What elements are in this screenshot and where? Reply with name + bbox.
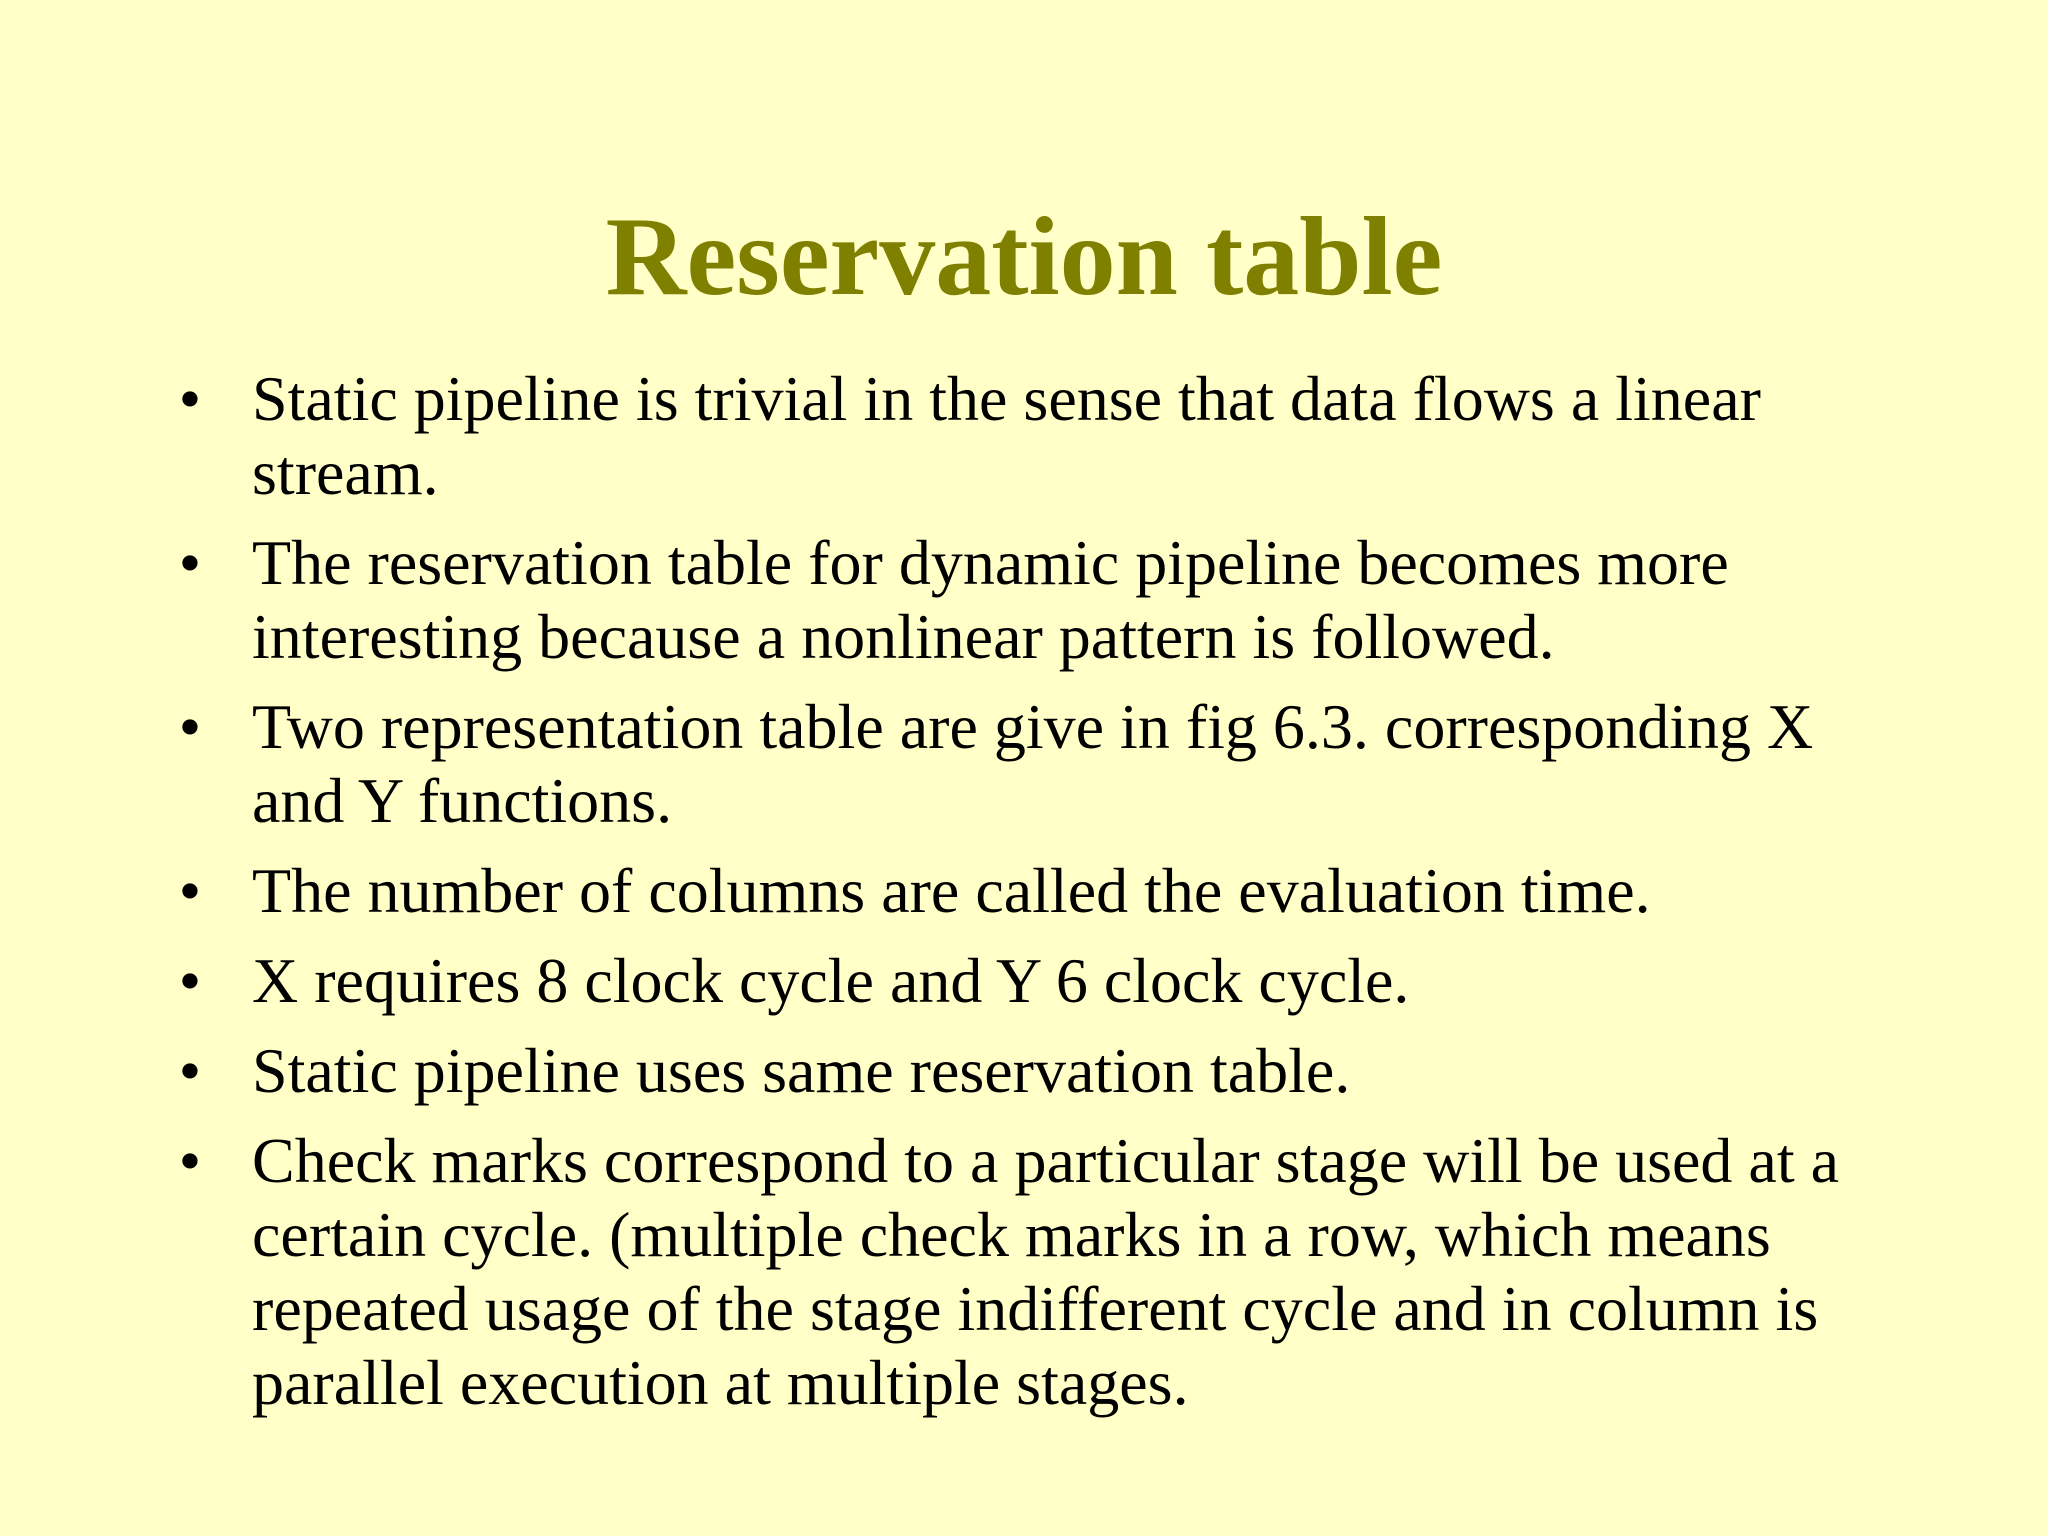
- bullet-marker: •: [178, 363, 202, 434]
- bullet-text: Static pipeline is trivial in the sense that data flows a linear stream.: [252, 363, 1761, 508]
- bullet-list: [170, 362, 1890, 1436]
- bullet-item: [170, 690, 1890, 838]
- bullet-item: [170, 526, 1890, 674]
- bullet-text: Static pipeline uses same reservation table.: [252, 1035, 1351, 1106]
- slide-title: Reservation table: [605, 195, 1443, 319]
- bullet-text: Check marks correspond to a particular stage will be used at a certain cycle. (multiple check marks in a row, which means repeated usage of the stage indifferent cycle and in column is parallel execution at multiple stages.: [252, 1125, 1839, 1418]
- bullet-marker: •: [178, 691, 202, 762]
- bullet-item: [170, 1124, 1890, 1420]
- bullet-item: [170, 362, 1890, 510]
- bullet-marker: •: [178, 1035, 202, 1106]
- bullet-marker: •: [178, 1125, 202, 1196]
- bullet-text: Two representation table are give in fig 6.3. corresponding X and Y functions.: [252, 691, 1814, 836]
- bullet-text: X requires 8 clock cycle and Y 6 clock cycle.: [252, 945, 1410, 1016]
- bullet-marker: •: [178, 855, 202, 926]
- bullet-item: [170, 854, 1890, 928]
- bullet-marker: •: [178, 945, 202, 1016]
- bullet-marker: •: [178, 527, 202, 598]
- bullet-item: [170, 1034, 1890, 1108]
- bullet-item: [170, 944, 1890, 1018]
- bullet-text: The number of columns are called the evaluation time.: [252, 855, 1651, 926]
- bullet-text: The reservation table for dynamic pipeline becomes more interesting because a nonlinear pattern is followed.: [252, 527, 1729, 672]
